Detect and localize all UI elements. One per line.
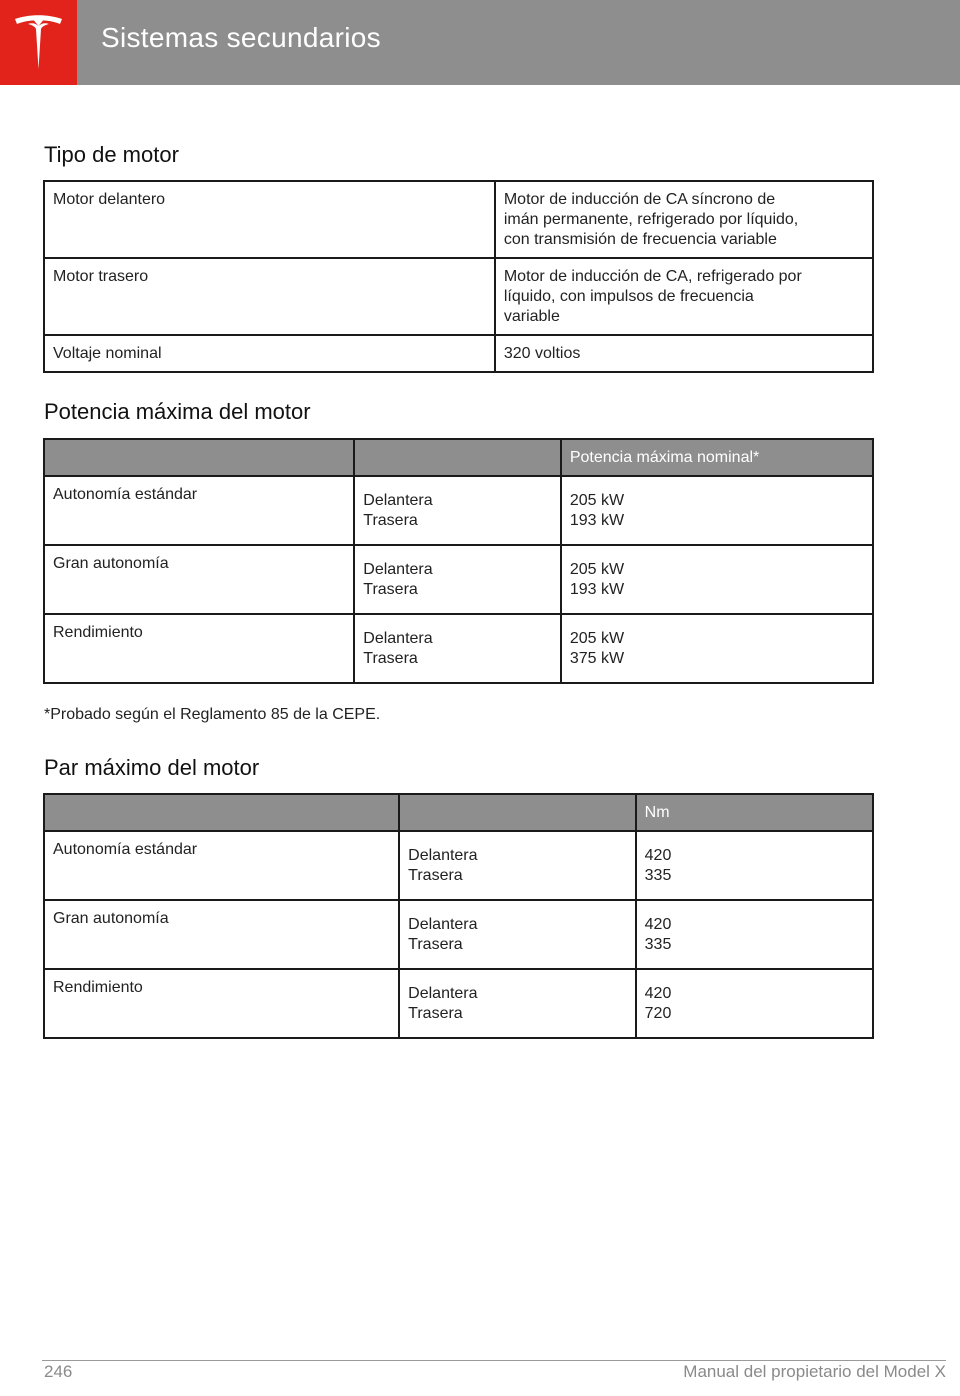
max-torque-table [43, 793, 874, 1039]
table-row [44, 258, 873, 335]
row-label: Autonomía estándar [44, 476, 354, 545]
footnote: *Probado según el Reglamento 85 de la CEPE. [44, 706, 381, 723]
motor-position: Delantera Trasera [399, 969, 635, 1038]
row-label: Voltaje nominal [44, 335, 495, 372]
table-header-row [44, 794, 873, 831]
table-row [44, 900, 873, 969]
max-torque-heading: Par máximo del motor [44, 755, 260, 780]
motor-position: Delantera Trasera [354, 614, 561, 683]
table-row [44, 476, 873, 545]
row-label: Gran autonomía [44, 545, 354, 614]
motor-position: Delantera Trasera [354, 476, 561, 545]
row-label: Rendimiento [44, 614, 354, 683]
power-values: 205 kW 193 kW [561, 545, 873, 614]
row-label: Rendimiento [44, 969, 399, 1038]
brand-logo [0, 0, 77, 85]
torque-values: 420 335 [636, 831, 873, 900]
motor-position: Delantera Trasera [399, 900, 635, 969]
header-cell-empty [399, 794, 635, 831]
table-row [44, 181, 873, 258]
row-value: Motor de inducción de CA síncrono de imán permanente, refrigerado por líquido, con transmisión de frecuencia variable [495, 181, 873, 258]
row-value: Motor de inducción de CA, refrigerado por líquido, con impulsos de frecuencia variable [495, 258, 873, 335]
motor-type-table [43, 180, 874, 373]
page-section-title: Sistemas secundarios [101, 22, 381, 53]
header-cell-torque: Nm [636, 794, 873, 831]
motor-type-heading: Tipo de motor [44, 142, 179, 167]
tesla-logo-icon [13, 15, 64, 70]
page-header [0, 0, 960, 85]
page-number: 246 [44, 1362, 73, 1381]
max-power-table [43, 438, 874, 684]
row-label: Motor delantero [44, 181, 495, 258]
motor-position: Delantera Trasera [354, 545, 561, 614]
torque-values: 420 720 [636, 969, 873, 1038]
row-label: Autonomía estándar [44, 831, 399, 900]
table-row [44, 614, 873, 683]
header-cell-empty [44, 794, 399, 831]
table-row [44, 335, 873, 372]
table-row [44, 831, 873, 900]
row-label: Motor trasero [44, 258, 495, 335]
row-value: 320 voltios [495, 335, 873, 372]
header-cell-empty [354, 439, 561, 476]
motor-position: Delantera Trasera [399, 831, 635, 900]
header-cell-empty [44, 439, 354, 476]
header-cell-power: Potencia máxima nominal* [561, 439, 873, 476]
table-header-row [44, 439, 873, 476]
torque-values: 420 335 [636, 900, 873, 969]
power-values: 205 kW 193 kW [561, 476, 873, 545]
table-row [44, 545, 873, 614]
max-power-heading: Potencia máxima del motor [44, 399, 311, 424]
row-label: Gran autonomía [44, 900, 399, 969]
table-row [44, 969, 873, 1038]
footer-divider [42, 1360, 946, 1361]
manual-title: Manual del propietario del Model X [683, 1362, 946, 1381]
power-values: 205 kW 375 kW [561, 614, 873, 683]
